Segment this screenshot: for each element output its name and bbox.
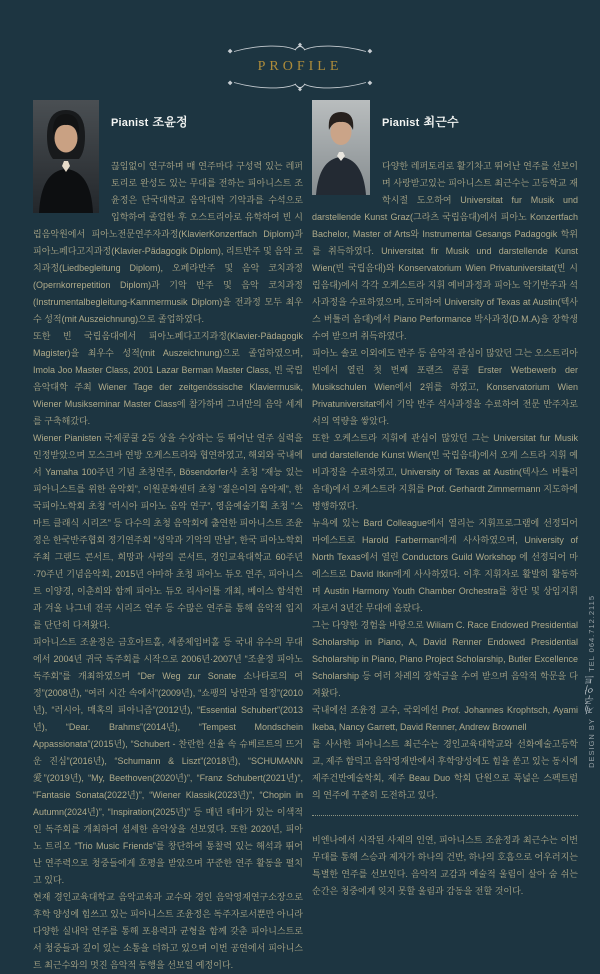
flourish-ornament-top	[225, 42, 375, 56]
bio-paragraph: 그는 다양한 경험을 바탕으로 Wiliam C. Race Endowed Presidential Scholarship in Piano, A, David Renner Endowed Presidential Scholarship in Piano, Piano Project Scholarship, Butler Excellence Scholarship 등 여러 차례의 장학금을 수여 받으며 음악적 학문을 다져왔다.	[312, 620, 578, 698]
bio-paragraph: 를 사사한 피아니스트 최근수는 경인교육대학교와 선화예술고등학교, 제주 함덕고 음악영재반에서 후학양성에도 힘을 쏟고 있는 동시에 제주건반예술학회, 제주 Beau Duo 학회 단원으로 폭넓은 스펙트럼의 연주에 꾸준히 도전하고 있다.	[312, 739, 578, 800]
pianist-name: 조윤정	[152, 115, 188, 129]
bio-paragraph: 끊임없이 연구하며 매 연주마다 구성력 있는 레퍼토리로 완성도 있는 무대를 전하는 피아니스트 조윤정은 단국대학교 음악대학 기악과를 수석으로 입학하여 졸업한 후 오스트리아로 유학하여 빈 시립음악원에서 피아노전문연주자과정(KlavierKonzertfach Diplom)과 피아노페다고지과정(Klavier-Pädagogik Diplom), 리트반주 및 음악 코치과정(Liedbegleitung Diplom), 오페라반주 및 음악 코치과정(Opernkorrepetition Diplom)과 기악 반주 및 음악 코치과정(Instrumentalbegleitung-Kammermusik Diplom)을 전과정 모두 최우수 성적(mit Auszeichnung)으로 졸업하였다.	[33, 161, 303, 324]
profile-header	[0, 42, 600, 92]
bio-paragraph: 또한 빈 국립음대에서 피아노페다고지과정(Klavier-Pädagogik Magister)을 최우수 성적(mit Auszeichnung)으로 졸업하였으며, Imola Joo Master Class, 2001 Lazar Berman Master Class, 빈 국립음악대학 주최 Wiener Tage der zeitgenössische Klaviermusik, Wiener Musikseminar Master Class에 참가하며 그녀만의 음악 세계를 구축해갔다.	[33, 331, 303, 426]
bio-paragraph: 피아노 솔로 이외에도 반주 등 음악적 관심이 많았던 그는 오스트리아 빈에서 열린 첫 번째 포랜즈 콩쿨 Erster Wetbewerb der Musikschulen Wien에서 2위를 하였고, Konservatorium Wien Privatuniversitat에서 기악 반주 석사과정을 수료하여 전문 반주자로서의 역량을 쌓았다.	[312, 348, 578, 426]
pianist-photo-left	[33, 100, 99, 213]
bio-paragraph: 현재 경인교육대학교 음악교육과 교수와 경인 음악영재연구소장으로 후학 양성에 힘쓰고 있는 피아니스트 조윤정은 독주자로서뿐만 아니라 다양한 실내악 연주를 통해 포용력과 균형을 함께 갖춘 피아니스트로서 청중들과 깊이 있는 소통을 더하고 있으며 이번 공연에서 피아니스트 최근수와의 멋진 음악적 동행을 선보일 예정이다.	[33, 892, 303, 970]
bio-paragraph: 피아니스트 조윤정은 금호아트홀, 세종체임버홀 등 국내 유수의 무대에서 2004년 귀국 독주회를 시작으로 2006년·2007년 “조윤정 피아노 독주회”를 개최하였으며 “Der Weg zur Sonate 소나타로의 여정”(2008년), “여러 시간 속에서”(2009년), “쇼팽의 낭만과 열정”(2010년), “러시아, 매혹의 피아니즘”(2012년), “Essential Schubert”(2013년), “Dear. Brahms”(2014년), “Tempest Mondschein Appassionata”(2015년), “Schubert - 찬란한 선율 속 슈베르트의 뜨거운 진심”(2016년), “Schumann & Liszt”(2018년), “SCHUMANN 愛”(2019년), “My, Beethoven(2020년)”, “Franz Schubert(2021년)”, “Fantasie Sonata(2022년)”, “Wiener Klassik(2023년)”, “Chopin in Autumn(2024년)”, “Inspiration(2025년)” 등 매년 테마가 있는 이색적인 독주회를 개최하여 섬세한 음악상을 선보였다. 또한 2020년, 피아노 트리오 “Trio Music Friends”를 창단하여 통찰력 있는 해석과 뛰어난 연주력으로 청중들에게 호평을 받았으며 꾸준한 연주 활동을 펼치고 있다.	[33, 637, 303, 885]
bio-paragraph: 또한 오케스트라 지휘에 관심이 많았던 그는 Universitat fur Musik und darstellende Kunst Wien(빈 국립음대)에서 오케 스트라 지휘 예비과정을 수료하였고, University of Texas at Austin(텍사스 버틀러 음대)에서 오케스트라 지휘를 Prof. Gerhardt Zimmermann 지도하에 병행하였다.	[312, 433, 578, 511]
bio-paragraph: Wiener Pianisten 국제콩쿨 2등 상을 수상하는 등 뛰어난 연주 실력을 인정받았으며 모스크바 연방 오케스트라와 협연하였고, 해외와 국내에서 Yamaha 100주년 기념 초청연주, Bösendorfer사 초청 “재능 있는 피아니스트를 위한 음악회”, 이원문화센터 초청 “젊은이의 음악제”, 한국피아노학회 초청 “러시아 피아노 음악 연구”, 영음예술기획 초청 “스마트 클래식 시리즈” 등 다수의 초청 음악회에 출연한 피아니스트 조윤정은 한국반주협회 정기연주회 “성악과 기악의 만남”, 한국 피아노학회 주최 그랜드 콘서트, 희망과 사랑의 콘서트, 경인교육대학교 60주년·70주년 기념음악회, 2015년 야마하 초청 피아노 듀오 연주, 피아니스트 이양경, 이춘희와 함께 피아노 듀오 리사이틀 개최, 베이스 함석헌과 겨울 나그네 전곡 시리즈 연주 등 수많은 연주를 통해 음악적 입지를 단단히 다져왔다.	[33, 433, 303, 630]
pianist-role-label: Pianist	[111, 117, 149, 129]
pianist-photo-right	[312, 100, 370, 195]
design-credit	[584, 595, 599, 768]
bio-paragraph: 국내에선 조윤정 교수, 국외에선 Prof. Johannes Krophtsch, Ayami Ikeba, Nancy Garrett, David Renner, Andrew Brownell	[312, 705, 578, 732]
pianist-role-label: Pianist	[382, 117, 420, 129]
flourish-ornament-bottom	[225, 78, 375, 92]
profile-left-column	[33, 98, 303, 974]
profile-right-column	[312, 98, 578, 900]
bio-paragraph: 다양한 레퍼토리로 활기차고 뛰어난 연주를 선보이며 사랑받고있는 피아니스트 최근수는 고등학교 재학시절 도오하여 Universitat fur Musik und darstellende Kunst Graz(그라츠 국립음대)에서 피아노 Konzertfach Bachelor, Master of Arts와 Instrumental Gesangs Padagogik 학위를 취득하였다. Universitat fir Musik und darstellende Kunst Wien(빈 국립음대)와 Konservatorium Wien Privatuniversitat(빈 시립음대)에서 각각 오케스트라 지휘 예비과정과 피아노 악기반주과 석사과정을 수료하였으며, 도미하여 University of Texas at Austin(텍사스 버틀러 음대)에서 Piano Performance 박사과정(D.M.A)을 장학생 수여 받으며 취득하였다.	[312, 161, 578, 341]
dotted-divider	[312, 815, 578, 816]
design-credit-brand: 제주아트	[586, 675, 597, 716]
pianist-name: 최근수	[423, 115, 459, 129]
design-credit-tel: TEL 064.712.2115	[587, 595, 596, 672]
bio-paragraph: 뉴욕에 있는 Bard Colleague에서 열리는 지휘프로그램에 선정되어 마에스트로 Harold Farberman에게 사사하였으며, University of North Texas에서 열린 Conductors Guild Workshop 에 선정되어 마에스트로 David Itkin에게 사사하였다. 이후 지휘자로 활발히 활동하며 Austin Harmony Youth Chamber Orchestra를 창단 및 상임지휘자로서 3년간 무대에 올랐다.	[312, 518, 578, 613]
design-credit-label: DESIGN BY	[587, 718, 596, 768]
page-title: PROFILE	[257, 59, 343, 74]
closing-note: 비엔나에서 시작된 사제의 인연, 피아니스트 조윤정과 최근수는 이번 무대를 통해 스승과 제자가 하나의 건반, 하나의 호흡으로 어우러지는 특별한 연주를 선보인다. 음악적 교감과 예술적 울림이 살아 숨 쉬는 순간은 청중에게 잊지 못할 울림과 감동을 전할 것이다.	[312, 835, 578, 896]
